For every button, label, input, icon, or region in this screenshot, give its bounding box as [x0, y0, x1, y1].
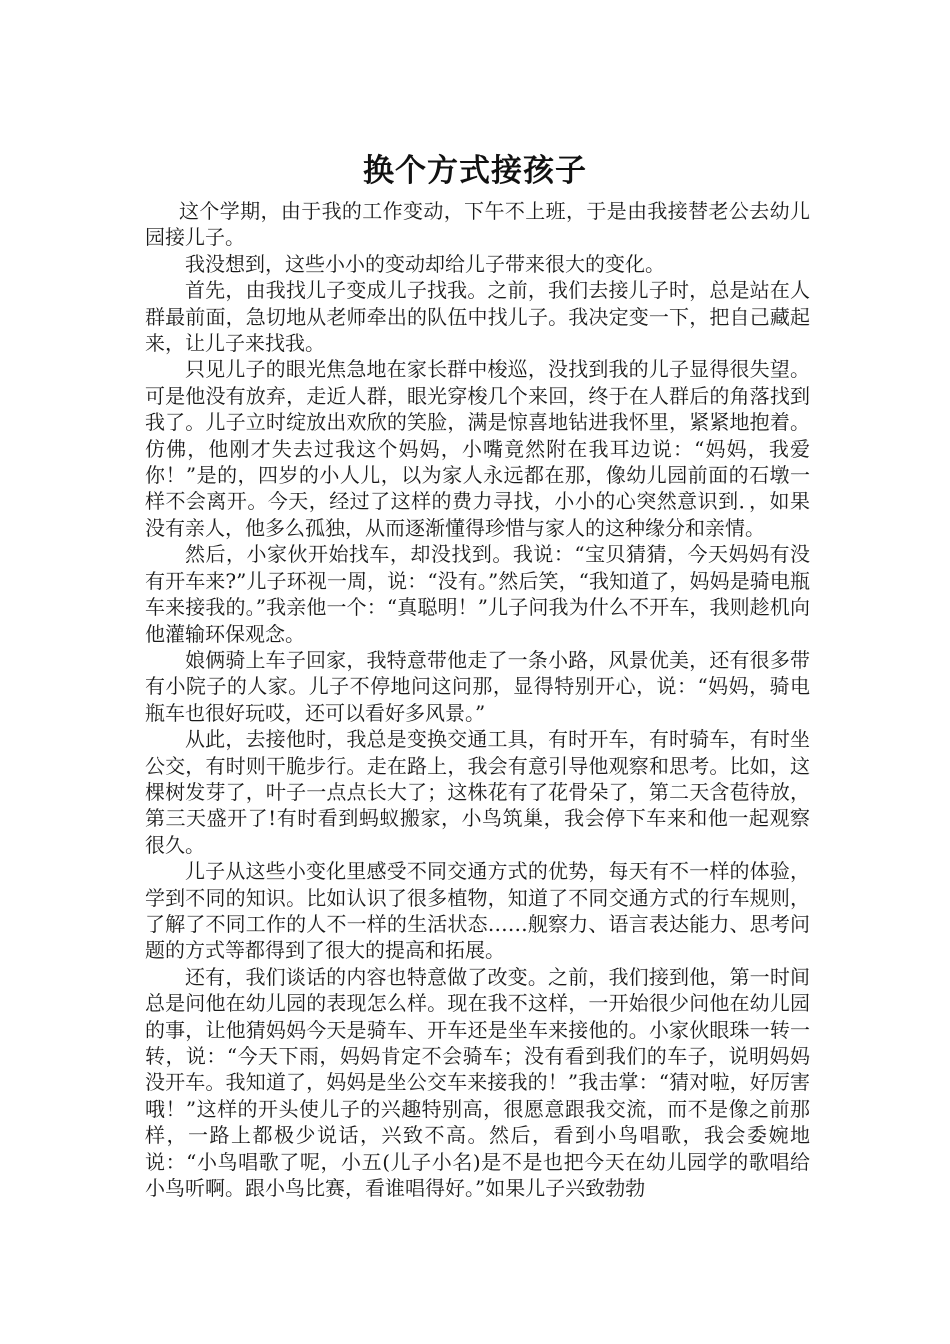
paragraph-2: 我没想到，这些小小的变动却给儿子带来很大的变化。 — [185, 251, 665, 276]
document-title: 换个方式接孩子 — [363, 152, 587, 189]
paragraph-8: 儿子从这些小变化里感受不同交通方式的优势，每天有不一样的体验，学到不同的知识。比如认识了很多植物，知道了不同交通方式的行车规则，了解了不同工作的人不一样的生活状态……舰察力、语言表达能力、思考问题的方式等都得到了很大的提高和拓展。 — [145, 859, 810, 963]
paragraph-4: 只见儿子的眼光焦急地在家长群中梭巡，没找到我的儿子显得很失望。可是他没有放弃，走近人群，眼光穿梭几个来回，终于在人群后的角落找到我了。儿子立时绽放出欢欣的笑脸，满是惊喜地钻进我怀里，紧紧地抱着。仿佛，他刚才失去过我这个妈妈，小嘴竟然附在我耳边说：“妈妈，我爱你！”是的，四岁的小人儿，以为家人永远都在那，像幼儿园前面的石墩一样不会离开。今天，经过了这样的费力寻找，小小的心突然意识到．，如果没有亲人，他多么孤独，从而逐渐懂得珍惜与家人的这种缘分和亲情。 — [145, 357, 810, 540]
paragraph-3: 首先，由我找儿子变成儿子找我。之前，我们去接儿子时，总是站在人群最前面，急切地从老师牵出的队伍中找儿子。我决定变一下，把自己藏起来，让儿子来找我。 — [145, 278, 810, 356]
document-body — [145, 198, 810, 1201]
paragraph-9: 还有，我们谈话的内容也特意做了改变。之前，我们接到他，第一时间总是问他在幼儿园的表现怎么样。现在我不这样，一开始很少问他在幼儿园的事，让他猜妈妈今天是骑车、开车还是坐车来接他的。小家伙眼珠一转一转，说：“今天下雨，妈妈肯定不会骑车；没有看到我们的车子，说明妈妈没开车。我知道了，妈妈是坐公交车来接我的！”我击掌：“猜对啦，好厉害哦！”这样的开头使儿子的兴趣特别高，很愿意跟我交流，而不是像之前那样，一路上都极少说话，兴致不高。然后，看到小鸟唱歌，我会委婉地说：“小鸟唱歌了呢，小五(儿子小名)是不是也把今天在幼儿园学的歌唱给小鸟听啊。跟小鸟比赛，看谁唱得好。”如果儿子兴致勃勃 — [145, 964, 810, 1201]
paragraph-6: 娘俩骑上车子回家，我特意带他走了一条小路，风景优美，还有很多带有小院子的人家。儿子不停地问这问那，显得特别开心，说：“妈妈，骑电瓶车也很好玩哎，还可以看好多风景。” — [145, 647, 810, 725]
paragraph-5: 然后，小家伙开始找车，却没找到。我说：“宝贝猜猜，今天妈妈有没有开车来?”儿子环视一周，说：“没有。”然后笑，“我知道了，妈妈是骑电瓶车来接我的。”我亲他一个：“真聪明！”儿子问我为什么不开车，我则趁机向他灌输环保观念。 — [145, 542, 810, 646]
paragraph-1: 这个学期，由于我的工作变动，下午不上班，于是由我接替老公去幼儿园接儿子。 — [145, 199, 810, 250]
paragraph-7: 从此，去接他时，我总是变换交通工具，有时开车，有时骑车，有时坐公交，有时则干脆步行。走在路上，我会有意引导他观察和思考。比如，这棵树发芽了，叶子一点点长大了；这株花有了花骨朵了，第二天含苞待放，第三天盛开了!有时看到蚂蚁搬家，小鸟筑巢，我会停下车来和他一起观察很久。 — [145, 727, 810, 857]
